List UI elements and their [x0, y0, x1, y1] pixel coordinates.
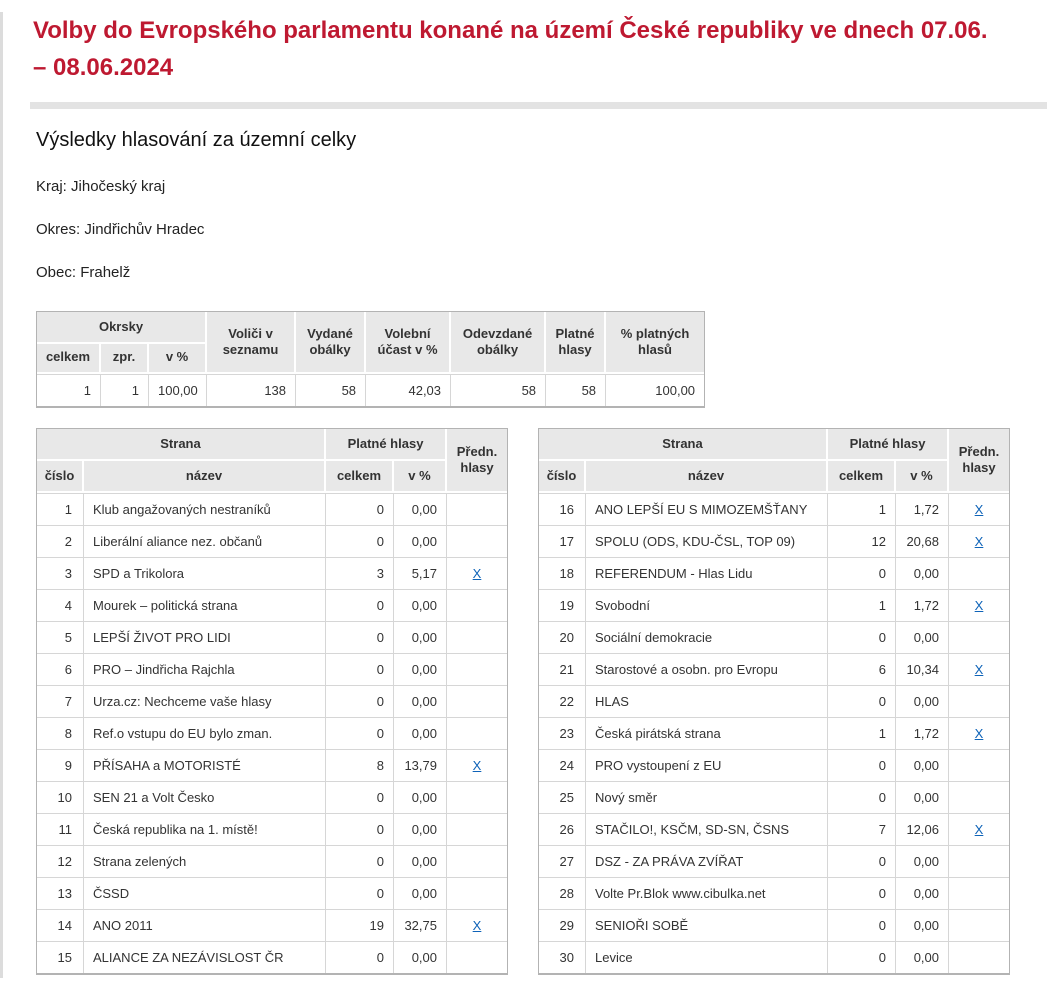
party-pref-cell: [447, 525, 507, 557]
party-name: DSZ - ZA PRÁVA ZVÍŘAT: [586, 845, 828, 877]
party-votes-total: 0: [828, 909, 896, 941]
party-votes-pct: 0,00: [394, 813, 447, 845]
party-votes-pct: 0,00: [394, 941, 447, 973]
party-name: Česká republika na 1. místě!: [84, 813, 326, 845]
section-title: Výsledky hlasování za územní celky: [36, 129, 357, 151]
party-name: SEN 21 a Volt Česko: [84, 781, 326, 813]
party-votes-total: 0: [326, 717, 394, 749]
party-votes-pct: 0,00: [394, 685, 447, 717]
title-divider: [30, 102, 1047, 109]
party-votes-total: 3: [326, 557, 394, 589]
party-votes-total: 0: [828, 941, 896, 973]
okres-label: Okres:: [36, 221, 81, 238]
pref-votes-link[interactable]: X: [974, 502, 984, 517]
party-number: 11: [37, 813, 84, 845]
party-row: [37, 557, 507, 589]
party-number: 25: [539, 781, 586, 813]
party-row: [539, 909, 1009, 941]
party-name: REFERENDUM - Hlas Lidu: [586, 557, 828, 589]
party-number: 24: [539, 749, 586, 781]
party-name: SPOLU (ODS, KDU-ČSL, TOP 09): [586, 525, 828, 557]
header-predn-hlasy-left: Předn. hlasy: [447, 429, 507, 493]
party-votes-total: 0: [326, 941, 394, 973]
header-predn-hlasy-right: Předn. hlasy: [949, 429, 1009, 493]
header-vydane-obalky: Vydané obálky: [296, 312, 366, 374]
header-cislo-right: číslo: [539, 461, 586, 493]
header-volebni-ucast: Volební účast v %: [366, 312, 451, 374]
party-number: 18: [539, 557, 586, 589]
header-okrsky-v-pct: v %: [149, 344, 207, 374]
okrsky-celkem-value: 1: [37, 374, 101, 406]
party-votes-pct: 0,00: [394, 717, 447, 749]
party-name: STAČILO!, KSČM, SD-SN, ČSNS: [586, 813, 828, 845]
party-name: PŘÍSAHA a MOTORISTÉ: [84, 749, 326, 781]
party-name: Klub angažovaných nestraníků: [84, 493, 326, 525]
party-pref-cell: [447, 813, 507, 845]
party-number: 15: [37, 941, 84, 973]
party-name: Mourek – politická strana: [84, 589, 326, 621]
party-pref-cell: [447, 717, 507, 749]
party-number: 20: [539, 621, 586, 653]
party-name: Liberální aliance nez. občanů: [84, 525, 326, 557]
platne-hlasy-value: 58: [546, 374, 606, 406]
party-votes-pct: 1,72: [896, 717, 949, 749]
party-number: 27: [539, 845, 586, 877]
party-pref-cell: [949, 877, 1009, 909]
party-votes-total: 0: [326, 493, 394, 525]
party-number: 12: [37, 845, 84, 877]
party-pref-cell: [949, 941, 1009, 973]
party-votes-pct: 0,00: [896, 685, 949, 717]
party-number: 3: [37, 557, 84, 589]
party-pref-cell: [949, 781, 1009, 813]
party-votes-total: 0: [326, 813, 394, 845]
party-pref-cell: [447, 685, 507, 717]
party-votes-pct: 0,00: [394, 589, 447, 621]
party-row: [37, 589, 507, 621]
party-votes-pct: 0,00: [394, 845, 447, 877]
party-votes-total: 0: [326, 877, 394, 909]
party-name: PRO vystoupení z EU: [586, 749, 828, 781]
okrsky-pct-value: 100,00: [149, 374, 207, 406]
party-votes-total: 0: [828, 557, 896, 589]
party-row: [539, 749, 1009, 781]
party-number: 9: [37, 749, 84, 781]
party-name: Urza.cz: Nechceme vaše hlasy: [84, 685, 326, 717]
party-votes-total: 1: [828, 493, 896, 525]
party-name: ANO 2011: [84, 909, 326, 941]
ucast-value: 42,03: [366, 374, 451, 406]
party-row: [539, 941, 1009, 973]
party-row: [539, 845, 1009, 877]
party-number: 22: [539, 685, 586, 717]
party-row: [37, 621, 507, 653]
party-votes-total: 6: [828, 653, 896, 685]
party-number: 7: [37, 685, 84, 717]
pref-votes-link[interactable]: X: [974, 598, 984, 613]
party-row: [539, 685, 1009, 717]
party-votes-total: 0: [326, 589, 394, 621]
party-votes-pct: 0,00: [394, 525, 447, 557]
odevzdane-obalky-value: 58: [451, 374, 546, 406]
party-votes-pct: 0,00: [394, 877, 447, 909]
party-pref-cell: [447, 877, 507, 909]
party-name: ČSSD: [84, 877, 326, 909]
party-votes-pct: 1,72: [896, 493, 949, 525]
header-platne-hlasy: Platné hlasy: [546, 312, 606, 374]
header-v-pct-left: v %: [394, 461, 447, 493]
obec-value: Frahelž: [80, 264, 131, 281]
party-number: 16: [539, 493, 586, 525]
party-votes-pct: 0,00: [896, 557, 949, 589]
party-number: 29: [539, 909, 586, 941]
party-votes-total: 0: [326, 781, 394, 813]
header-v-pct-right: v %: [896, 461, 949, 493]
party-results-table-left: [36, 428, 508, 975]
party-row: [539, 653, 1009, 685]
party-name: Svobodní: [586, 589, 828, 621]
party-votes-total: 7: [828, 813, 896, 845]
party-pref-cell: [447, 493, 507, 525]
party-votes-pct: 0,00: [394, 493, 447, 525]
party-votes-pct: 20,68: [896, 525, 949, 557]
party-row: [539, 813, 1009, 845]
header-okrsky-zpr: zpr.: [101, 344, 149, 374]
party-row: [37, 909, 507, 941]
party-name: LEPŠÍ ŽIVOT PRO LIDI: [84, 621, 326, 653]
party-votes-pct: 0,00: [394, 621, 447, 653]
party-number: 17: [539, 525, 586, 557]
party-number: 30: [539, 941, 586, 973]
party-votes-pct: 0,00: [896, 845, 949, 877]
party-votes-total: 0: [828, 685, 896, 717]
party-name: Levice: [586, 941, 828, 973]
header-celkem-left: celkem: [326, 461, 394, 493]
party-name: HLAS: [586, 685, 828, 717]
party-votes-total: 19: [326, 909, 394, 941]
party-pref-cell: [447, 941, 507, 973]
pref-votes-link[interactable]: X: [472, 918, 482, 933]
party-pref-cell: [949, 493, 1009, 525]
party-pref-cell: [949, 589, 1009, 621]
party-name: Česká pirátská strana: [586, 717, 828, 749]
party-name: Nový směr: [586, 781, 828, 813]
party-row: [37, 877, 507, 909]
header-celkem-right: celkem: [828, 461, 896, 493]
party-name: Strana zelených: [84, 845, 326, 877]
party-pref-cell: [949, 685, 1009, 717]
party-votes-total: 0: [326, 685, 394, 717]
party-votes-total: 8: [326, 749, 394, 781]
party-number: 19: [539, 589, 586, 621]
party-name: SENIOŘI SOBĚ: [586, 909, 828, 941]
party-name: Ref.o vstupu do EU bylo zman.: [84, 717, 326, 749]
party-number: 13: [37, 877, 84, 909]
party-number: 4: [37, 589, 84, 621]
party-name: ANO LEPŠÍ EU S MIMOZEMŠŤANY: [586, 493, 828, 525]
party-row: [37, 813, 507, 845]
pref-votes-link[interactable]: X: [974, 534, 984, 549]
party-row: [539, 525, 1009, 557]
party-row: [37, 845, 507, 877]
page-content: [0, 12, 1047, 978]
party-votes-pct: 5,17: [394, 557, 447, 589]
header-nazev-left: název: [84, 461, 326, 493]
party-pref-cell: [949, 749, 1009, 781]
party-name: ALIANCE ZA NEZÁVISLOST ČR: [84, 941, 326, 973]
pref-votes-link[interactable]: X: [472, 758, 482, 773]
party-votes-total: 12: [828, 525, 896, 557]
party-row: [37, 749, 507, 781]
kraj-line: [36, 178, 1047, 195]
party-table-body-left: [37, 493, 507, 973]
party-pref-cell: [447, 557, 507, 589]
party-votes-total: 1: [828, 589, 896, 621]
party-number: 6: [37, 653, 84, 685]
party-pref-cell: [949, 653, 1009, 685]
party-votes-total: 0: [828, 621, 896, 653]
party-pref-cell: [447, 781, 507, 813]
party-name: Sociální demokracie: [586, 621, 828, 653]
header-platne-hlasy-left: Platné hlasy: [326, 429, 447, 461]
header-odevzdane-obalky: Odevzdané obálky: [451, 312, 546, 374]
party-pref-cell: [949, 717, 1009, 749]
okres-line: [36, 221, 1047, 238]
party-name: SPD a Trikolora: [84, 557, 326, 589]
vydane-obalky-value: 58: [296, 374, 366, 406]
kraj-value: Jihočeský kraj: [71, 178, 166, 195]
header-strana-right: Strana: [539, 429, 828, 461]
header-pct-platnych-hlasu: % platných hlasů: [606, 312, 704, 374]
pref-votes-link[interactable]: X: [974, 726, 984, 741]
party-row: [37, 525, 507, 557]
party-votes-total: 0: [326, 621, 394, 653]
party-row: [37, 717, 507, 749]
pref-votes-link[interactable]: X: [472, 566, 482, 581]
party-votes-pct: 0,00: [896, 941, 949, 973]
party-votes-pct: 1,72: [896, 589, 949, 621]
party-votes-pct: 10,34: [896, 653, 949, 685]
party-votes-total: 0: [326, 653, 394, 685]
party-votes-pct: 13,79: [394, 749, 447, 781]
party-name: PRO – Jindřicha Rajchla: [84, 653, 326, 685]
party-row: [37, 653, 507, 685]
party-votes-total: 0: [326, 845, 394, 877]
party-votes-pct: 0,00: [394, 653, 447, 685]
party-row: [539, 493, 1009, 525]
party-votes-pct: 32,75: [394, 909, 447, 941]
party-pref-cell: [447, 589, 507, 621]
party-pref-cell: [949, 621, 1009, 653]
party-row: [37, 941, 507, 973]
kraj-label: Kraj:: [36, 178, 67, 195]
party-name: Volte Pr.Blok www.cibulka.net: [586, 877, 828, 909]
party-votes-pct: 0,00: [896, 749, 949, 781]
party-table-body-right: [539, 493, 1009, 973]
obec-label: Obec:: [36, 264, 77, 281]
party-number: 2: [37, 525, 84, 557]
pref-votes-link[interactable]: X: [974, 822, 984, 837]
header-cislo-left: číslo: [37, 461, 84, 493]
party-number: 23: [539, 717, 586, 749]
party-votes-total: 0: [828, 845, 896, 877]
party-results-table-right: [538, 428, 1010, 975]
okrsky-zpr-value: 1: [101, 374, 149, 406]
party-pref-cell: [949, 909, 1009, 941]
party-number: 26: [539, 813, 586, 845]
okres-value: Jindřichův Hradec: [84, 221, 205, 238]
party-row: [37, 781, 507, 813]
party-pref-cell: [447, 621, 507, 653]
party-pref-cell: [949, 525, 1009, 557]
party-tables-row: [36, 428, 1047, 975]
header-volici-v-seznamu: Voliči v seznamu: [207, 312, 296, 374]
party-votes-total: 0: [828, 781, 896, 813]
party-pref-cell: [949, 845, 1009, 877]
party-number: 28: [539, 877, 586, 909]
party-number: 14: [37, 909, 84, 941]
party-votes-pct: 0,00: [896, 621, 949, 653]
party-pref-cell: [949, 557, 1009, 589]
page-title: Volby do Evropského parlamentu konané na území České republiky ve dnech 07.06. – 08.06.2024: [33, 17, 988, 81]
party-votes-total: 0: [326, 525, 394, 557]
party-pref-cell: [447, 749, 507, 781]
party-pref-cell: [949, 813, 1009, 845]
party-row: [539, 877, 1009, 909]
header-nazev-right: název: [586, 461, 828, 493]
party-row: [37, 685, 507, 717]
header-okrsky-celkem: celkem: [37, 344, 101, 374]
header-platne-hlasy-right: Platné hlasy: [828, 429, 949, 461]
party-number: 10: [37, 781, 84, 813]
party-row: [539, 717, 1009, 749]
party-votes-pct: 12,06: [896, 813, 949, 845]
pref-votes-link[interactable]: X: [974, 662, 984, 677]
party-number: 8: [37, 717, 84, 749]
party-number: 1: [37, 493, 84, 525]
volici-value: 138: [207, 374, 296, 406]
party-row: [37, 493, 507, 525]
header-strana-left: Strana: [37, 429, 326, 461]
party-pref-cell: [447, 909, 507, 941]
party-votes-pct: 0,00: [896, 909, 949, 941]
party-votes-total: 0: [828, 749, 896, 781]
party-row: [539, 621, 1009, 653]
pct-platnych-value: 100,00: [606, 374, 704, 406]
party-pref-cell: [447, 845, 507, 877]
party-number: 5: [37, 621, 84, 653]
party-votes-pct: 0,00: [394, 781, 447, 813]
party-row: [539, 781, 1009, 813]
party-number: 21: [539, 653, 586, 685]
summary-table: [36, 311, 705, 408]
party-votes-pct: 0,00: [896, 781, 949, 813]
obec-line: [36, 264, 1047, 281]
party-row: [539, 557, 1009, 589]
party-votes-pct: 0,00: [896, 877, 949, 909]
party-name: Starostové a osobn. pro Evropu: [586, 653, 828, 685]
header-okrsky: Okrsky: [37, 312, 207, 344]
party-pref-cell: [447, 653, 507, 685]
party-votes-total: 0: [828, 877, 896, 909]
summary-row: [37, 374, 704, 406]
party-votes-total: 1: [828, 717, 896, 749]
party-row: [539, 589, 1009, 621]
